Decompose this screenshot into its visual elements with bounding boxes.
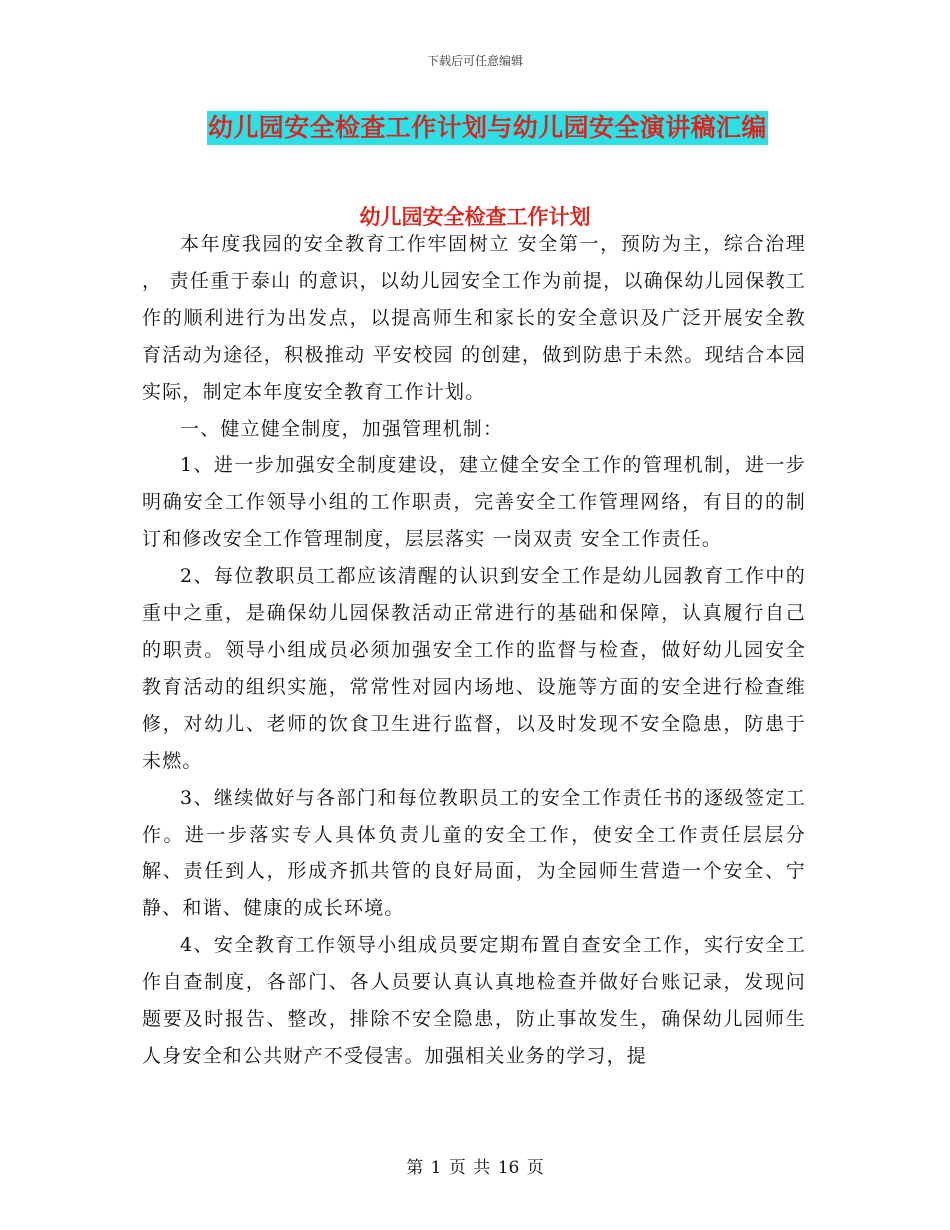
page-number-footer: 第 1 页 共 16 页 (406, 1158, 544, 1178)
list-item-2: 2、每位教职员工都应该清醒的认识到安全工作是幼儿园教育工作中的重中之重，是确保幼儿园保教活动正常进行的基础和保障，认真履行自己的职责。领导小组成员必须加强安全工作的监督与检查，做好幼儿园安全教育活动的组织实施，常常性对园内场地、设施等方面的安全进行检查维修，对幼儿、老师的饮食卫生进行监督，以及时发现不安全隐患，防患于未燃。 (142, 565, 806, 772)
section-title: 幼儿园安全检查工作计划 (359, 205, 591, 229)
section-heading-one: 一、健立健全制度，加强管理机制： (180, 417, 504, 440)
list-item-3: 3、继续做好与各部门和每位教职员工的安全工作责任书的逐级签定工作。进一步落实专人具体负责儿童的安全工作，使安全工作责任层层分解、责任到人，形成齐抓共管的良好局面，为全园师生营造一个安全、宁静、和谐、健康的成长环境。 (142, 786, 806, 920)
list-item-1: 1、进一步加强安全制度建设，建立健全安全工作的管理机制，进一步明确安全工作领导小组的工作职责，完善安全工作管理网络，有目的的制订和修改安全工作管理制度，层层落实 一岗双责 安全工作责任。 (142, 454, 806, 551)
list-item-4: 4、安全教育工作领导小组成员要定期布置自查安全工作，实行安全工作自查制度，各部门、各人员要认真认真地检查并做好台账记录，发现问题要及时报告、整改，排除不安全隐患，防止事故发生，确保幼儿园师生人身安全和公共财产不受侵害。加强相关业务的学习，提 (142, 934, 806, 1067)
document-body (142, 226, 806, 1075)
page-header-note: 下载后可任意编辑 (426, 54, 523, 68)
document-main-title: 幼儿园安全检查工作计划与幼儿园安全演讲稿汇编 (207, 111, 768, 145)
intro-paragraph: 本年度我园的安全教育工作牢固树立 安全第一，预防为主，综合治理 ， 责任重于泰山 的意识，以幼儿园安全工作为前提，以确保幼儿园保教工作的顺利进行为出发点，以提高师生和家长的安全意识及广泛开展安全教育活动为途径，积极推动 平安校园 的创建，做到防患于未然。现结合本园实际，制定本年度安全教育工作计划。 (142, 233, 806, 403)
